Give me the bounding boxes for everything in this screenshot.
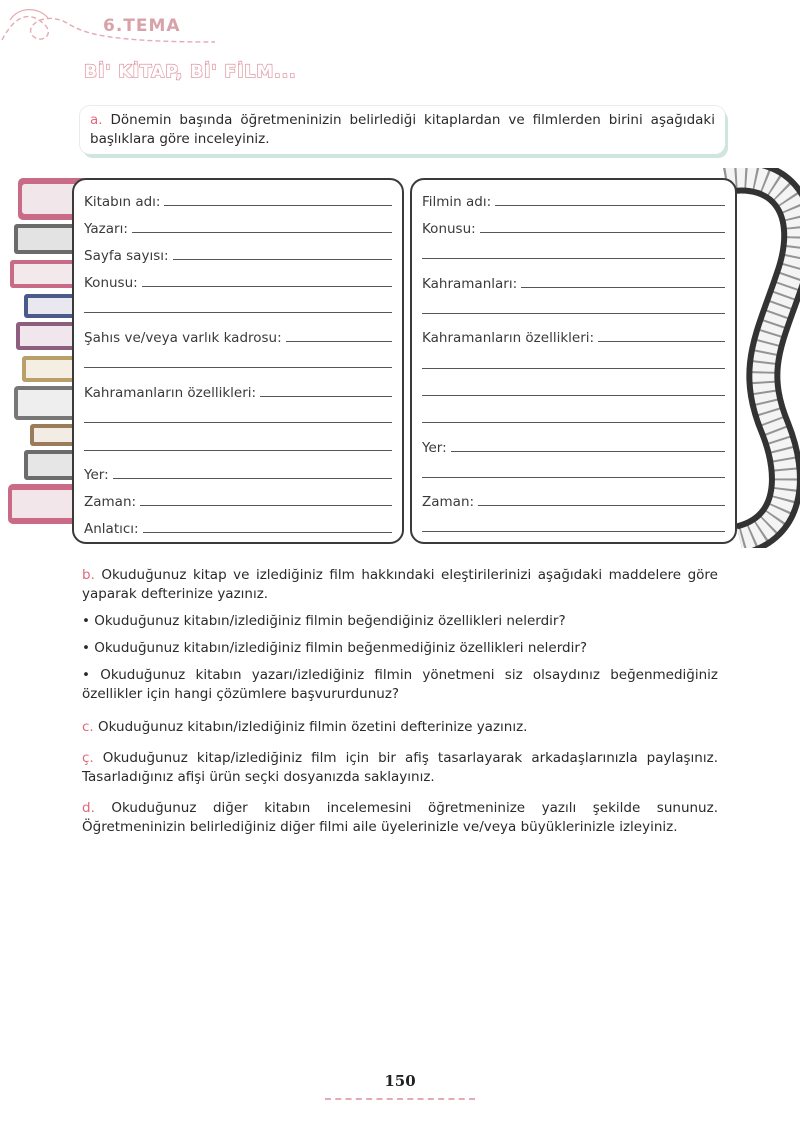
blank-line[interactable]	[84, 367, 392, 368]
blank-line[interactable]	[422, 531, 725, 532]
instruction-letter: ç.	[82, 750, 94, 766]
theme-label: 6.TEMA	[103, 16, 181, 36]
page-number: 150	[384, 1072, 416, 1090]
instruction-letter: c.	[82, 719, 94, 735]
blank-line[interactable]	[84, 450, 392, 451]
instruction-a-box	[80, 106, 725, 154]
blank-line[interactable]	[422, 368, 725, 369]
bullet-disliked-features: • Okuduğunuz kitabın/izlediğiniz filmin beğenmediğiniz özellikleri nelerdir?	[82, 640, 588, 656]
field-label: Sayfa sayısı:	[84, 248, 169, 264]
bullet-liked-features: • Okuduğunuz kitabın/izlediğiniz filmin beğendiğiniz özellikleri nelerdir?	[82, 613, 566, 629]
book-subject-field[interactable]	[84, 271, 392, 291]
blank-line[interactable]	[422, 258, 725, 259]
field-label: Kahramanları:	[422, 276, 518, 292]
field-label: Konusu:	[422, 221, 476, 237]
instruction-text: Okuduğunuz diğer kitabın incelemesini öğretmeninize yazılı şekilde sununuz. Öğretmeninizin belirlediğiniz diğer filmi aile üyelerinizle ve/veya büyüklerinizle izleyiniz.	[82, 800, 718, 835]
field-label: Kitabın adı:	[84, 194, 161, 210]
instruction-text: Okuduğunuz kitap ve izlediğiniz film hakkındaki eleştirilerinizi aşağıdaki maddelere göre yaparak defterinize yazınız.	[82, 567, 718, 602]
instruction-text: Dönemin başında öğretmeninizin belirlediği kitaplardan ve filmlerden birini aşağıdaki başlıklara göre inceleyiniz.	[90, 112, 715, 147]
field-label: Kahramanların özellikleri:	[422, 330, 595, 346]
narrator-field[interactable]	[84, 517, 392, 537]
page-count-field[interactable]	[84, 244, 392, 264]
film-characters-field[interactable]	[422, 272, 725, 292]
section-title: Bİ' KİTAP, Bİ' FİLM...	[84, 62, 297, 82]
book-character-traits-field[interactable]	[84, 381, 392, 401]
film-place-field[interactable]	[422, 436, 725, 456]
bullet-solutions: • Okuduğunuz kitabın yazarı/izlediğiniz filmin yönetmeni siz olsaydınız beğenmediğiniz özellikler için hangi çözümlere başvururdunuz?	[82, 667, 718, 702]
field-label: Anlatıcı:	[84, 521, 139, 537]
blank-line[interactable]	[422, 395, 725, 396]
field-label: Şahıs ve/veya varlık kadrosu:	[84, 330, 282, 346]
instruction-letter: b.	[82, 567, 95, 583]
book-title-field[interactable]	[84, 190, 392, 210]
instruction-d	[82, 799, 718, 837]
field-label: Yer:	[84, 467, 109, 483]
character-cast-field[interactable]	[84, 326, 392, 346]
blank-line[interactable]	[422, 422, 725, 423]
instruction-c	[82, 718, 718, 737]
field-label: Konusu:	[84, 275, 138, 291]
film-time-field[interactable]	[422, 490, 725, 510]
film-analysis-card	[410, 178, 737, 544]
book-time-field[interactable]	[84, 490, 392, 510]
film-character-traits-field[interactable]	[422, 326, 725, 346]
field-label: Filmin adı:	[422, 194, 492, 210]
instruction-letter: d.	[82, 800, 95, 816]
instruction-text: Okuduğunuz kitabın/izlediğiniz filmin özetini defterinize yazınız.	[93, 719, 528, 735]
field-label: Yazarı:	[84, 221, 128, 237]
film-subject-field[interactable]	[422, 217, 725, 237]
footer-divider	[325, 1098, 475, 1100]
book-place-field[interactable]	[84, 463, 392, 483]
blank-line[interactable]	[422, 477, 725, 478]
book-analysis-card	[72, 178, 404, 544]
field-label: Zaman:	[422, 494, 475, 510]
instruction-b	[82, 566, 718, 604]
field-label: Yer:	[422, 440, 447, 456]
film-title-field[interactable]	[422, 190, 725, 210]
blank-line[interactable]	[84, 422, 392, 423]
instruction-letter: a.	[90, 112, 103, 128]
book-author-field[interactable]	[84, 217, 392, 237]
instruction-c-cedilla	[82, 749, 718, 787]
field-label: Zaman:	[84, 494, 137, 510]
field-label: Kahramanların özellikleri:	[84, 385, 257, 401]
instruction-text: Okuduğunuz kitap/izlediğiniz film için bir afiş tasarlayarak arkadaşlarınızla paylaşınız. Tasarladığınız afişi ürün seçki dosyanızda saklayınız.	[82, 750, 718, 785]
blank-line[interactable]	[84, 312, 392, 313]
blank-line[interactable]	[422, 313, 725, 314]
